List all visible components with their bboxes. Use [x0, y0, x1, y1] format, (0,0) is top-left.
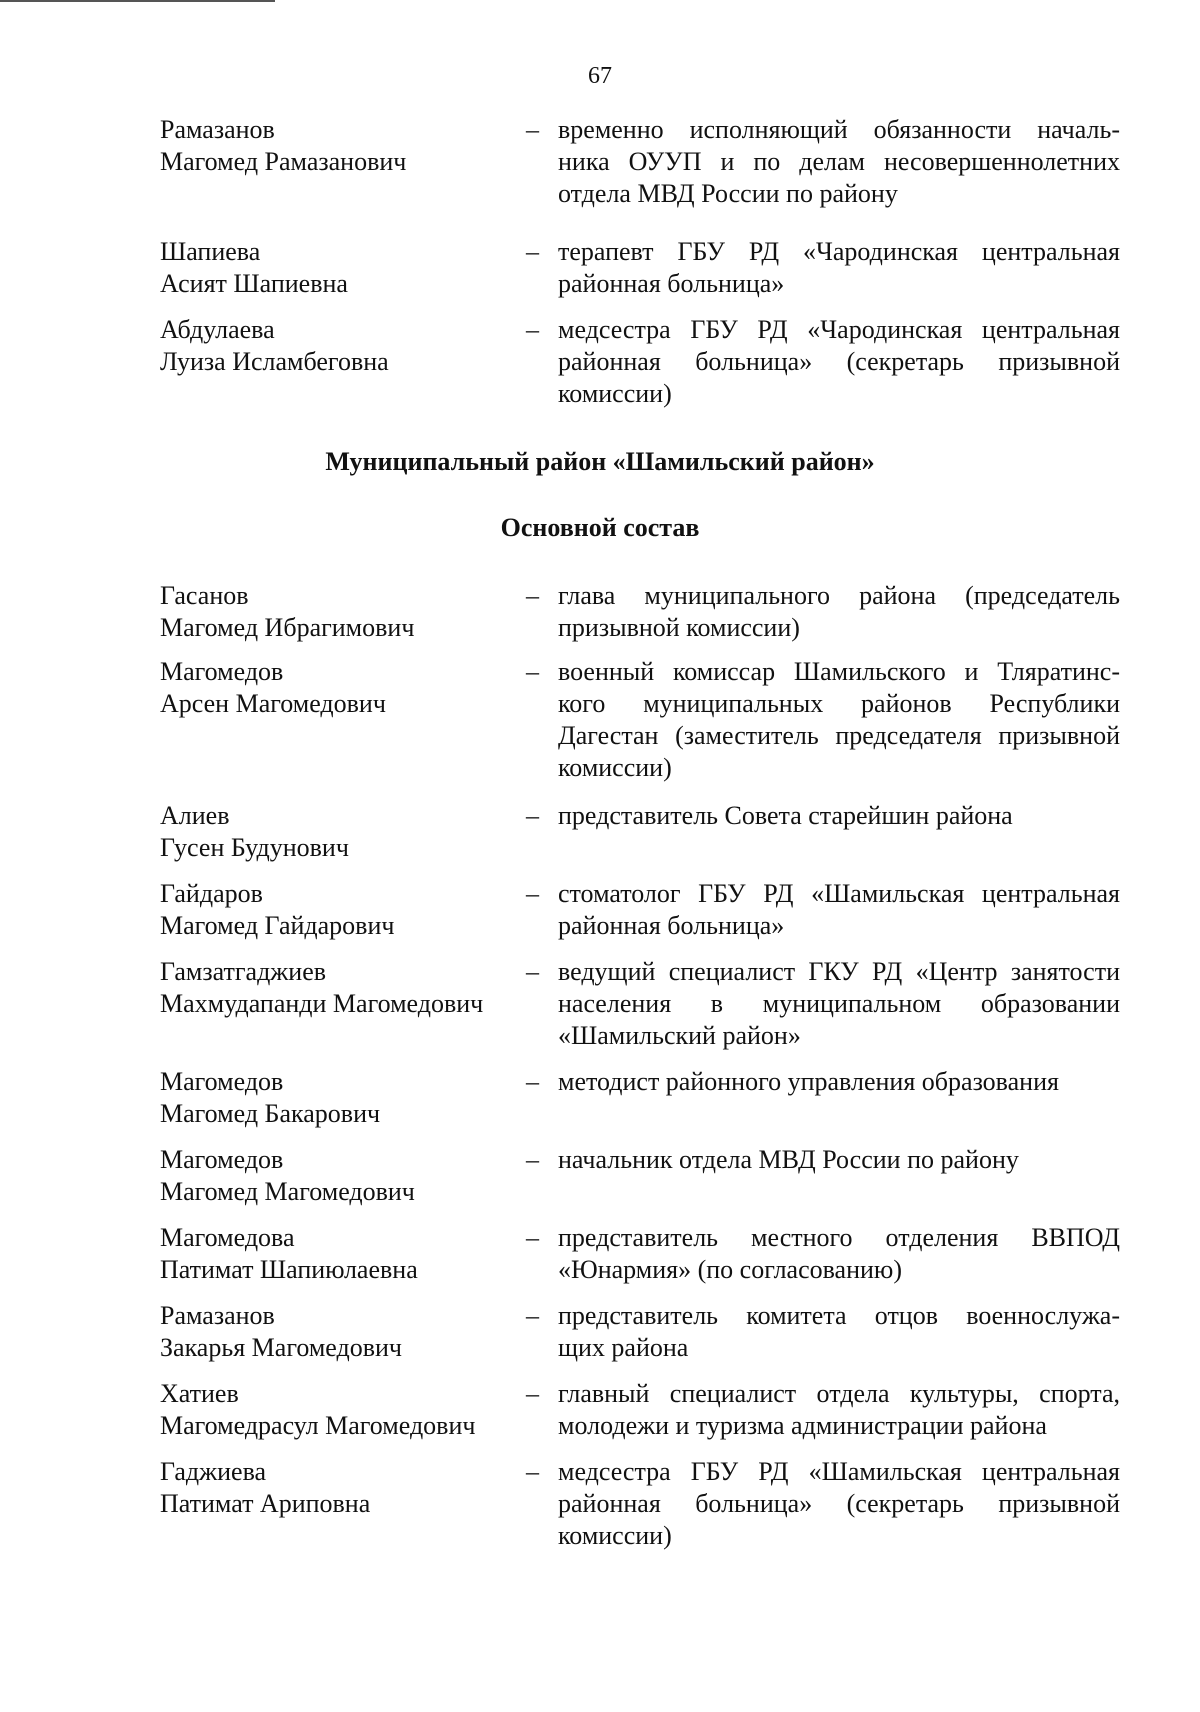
member-name	[160, 1456, 520, 1520]
dash: –	[526, 657, 539, 686]
member-surname: Рамазанов	[160, 115, 275, 144]
member-name	[160, 656, 520, 720]
member-name	[160, 878, 520, 942]
member-given-names: Магомед Магомедович	[160, 1177, 415, 1206]
position-line: представитель местного отделения ВВПОД	[558, 1223, 1120, 1252]
position-line: ника ОУУП и по делам несовершеннолетних	[558, 147, 1120, 176]
position-line: комиссии)	[558, 379, 672, 408]
member-given-names: Магомед Бакарович	[160, 1099, 381, 1128]
member-position	[558, 956, 1120, 1052]
position-line: главный специалист отдела культуры, спорта,	[558, 1379, 1120, 1408]
position-line: стоматолог ГБУ РД «Шамильская центральная	[558, 879, 1120, 908]
position-line: комиссии)	[558, 1521, 672, 1550]
subsection-title: Основной состав	[500, 513, 700, 542]
member-given-names: Луиза Исламбеговна	[160, 347, 389, 376]
member-surname: Гаджиева	[160, 1457, 267, 1486]
position-line: «Юнармия» (по согласованию)	[558, 1255, 903, 1284]
member-surname: Магомедов	[160, 657, 284, 686]
member-given-names: Магомед Рамазанович	[160, 147, 407, 176]
dash: –	[526, 115, 539, 144]
dash: –	[526, 1301, 539, 1330]
member-given-names: Патимат Шапиюлаевна	[160, 1255, 418, 1284]
position-line: молодежи и туризма администрации района	[558, 1411, 1047, 1440]
member-name	[160, 800, 520, 864]
position-line: начальник отдела МВД России по району	[558, 1145, 1019, 1174]
member-surname: Рамазанов	[160, 1301, 275, 1330]
member-surname: Шапиева	[160, 237, 261, 266]
member-position	[558, 1222, 1120, 1286]
member-name	[160, 1222, 520, 1286]
dash: –	[526, 879, 539, 908]
position-line: методист районного управления образования	[558, 1067, 1059, 1096]
member-given-names: Магомед Ибрагимович	[160, 613, 415, 642]
member-given-names: Арсен Магомедович	[160, 689, 386, 718]
dash: –	[526, 1145, 539, 1174]
member-surname: Алиев	[160, 801, 230, 830]
position-line: терапевт ГБУ РД «Чародинская центральная	[558, 237, 1120, 266]
position-line: медсестра ГБУ РД «Шамильская центральная	[558, 1457, 1120, 1486]
position-line: районная больница» (секретарь призывной	[558, 1489, 1120, 1518]
position-line: комиссии)	[558, 753, 672, 782]
member-given-names: Гусен Будунович	[160, 833, 349, 862]
position-line: «Шамильский район»	[558, 1021, 801, 1050]
member-surname: Гайдаров	[160, 879, 263, 908]
member-surname: Абдулаева	[160, 315, 275, 344]
member-position	[558, 656, 1120, 784]
member-name	[160, 236, 520, 300]
position-line: ведущий специалист ГКУ РД «Центр занятости	[558, 957, 1120, 986]
dash: –	[526, 1223, 539, 1252]
member-surname: Гамзатгаджиев	[160, 957, 327, 986]
member-given-names: Магомедрасул Магомедович	[160, 1411, 476, 1440]
member-name	[160, 1300, 520, 1364]
member-name	[160, 314, 520, 378]
member-position	[558, 800, 1120, 832]
member-surname: Магомедов	[160, 1145, 284, 1174]
page-number: 67	[588, 63, 612, 89]
dash: –	[526, 957, 539, 986]
member-given-names: Магомед Гайдарович	[160, 911, 395, 940]
member-position	[558, 1378, 1120, 1442]
member-position	[558, 1144, 1120, 1176]
position-line: представитель Совета старейшин района	[558, 801, 1013, 830]
position-line: отдела МВД России по району	[558, 179, 898, 208]
dash: –	[526, 1379, 539, 1408]
member-name	[160, 956, 520, 1020]
position-line: глава муниципального района (председатель	[558, 581, 1120, 610]
position-line: временно исполняющий обязанности началь-	[558, 115, 1120, 144]
member-given-names: Махмудапанди Магомедович	[160, 989, 484, 1018]
dash: –	[526, 1067, 539, 1096]
member-name	[160, 580, 520, 644]
position-line: населения в муниципальном образовании	[558, 989, 1120, 1018]
member-given-names: Асият Шапиевна	[160, 269, 348, 298]
member-position	[558, 1300, 1120, 1364]
position-line: районная больница»	[558, 911, 785, 940]
scan-edge-line	[0, 0, 275, 2]
member-name	[160, 1378, 520, 1442]
member-position	[558, 580, 1120, 644]
member-given-names: Патимат Ариповна	[160, 1489, 371, 1518]
member-position	[558, 878, 1120, 942]
member-name	[160, 1144, 520, 1208]
position-line: военный комиссар Шамильского и Тляратинс-	[558, 657, 1120, 686]
position-line: районная больница»	[558, 269, 785, 298]
position-line: представитель комитета отцов военнослужа-	[558, 1301, 1120, 1330]
member-position	[558, 236, 1120, 300]
dash: –	[526, 1457, 539, 1486]
dash: –	[526, 581, 539, 610]
dash: –	[526, 315, 539, 344]
section-title: Муниципальный район «Шамильский район»	[325, 447, 875, 476]
position-line: медсестра ГБУ РД «Чародинская центральная	[558, 315, 1120, 344]
member-position	[558, 314, 1120, 410]
member-position	[558, 1066, 1120, 1098]
member-position	[558, 114, 1120, 210]
member-name	[160, 1066, 520, 1130]
member-given-names: Закарья Магомедович	[160, 1333, 402, 1362]
member-surname: Хатиев	[160, 1379, 239, 1408]
member-surname: Гасанов	[160, 581, 249, 610]
position-line: районная больница» (секретарь призывной	[558, 347, 1120, 376]
position-line: призывной комиссии)	[558, 613, 800, 642]
member-surname: Магомедова	[160, 1223, 295, 1252]
member-name	[160, 114, 520, 178]
position-line: кого муниципальных районов Республики	[558, 689, 1120, 718]
position-line: Дагестан (заместитель председателя призывной	[558, 721, 1120, 750]
member-surname: Магомедов	[160, 1067, 284, 1096]
dash: –	[526, 801, 539, 830]
dash: –	[526, 237, 539, 266]
position-line: щих района	[558, 1333, 689, 1362]
member-position	[558, 1456, 1120, 1552]
